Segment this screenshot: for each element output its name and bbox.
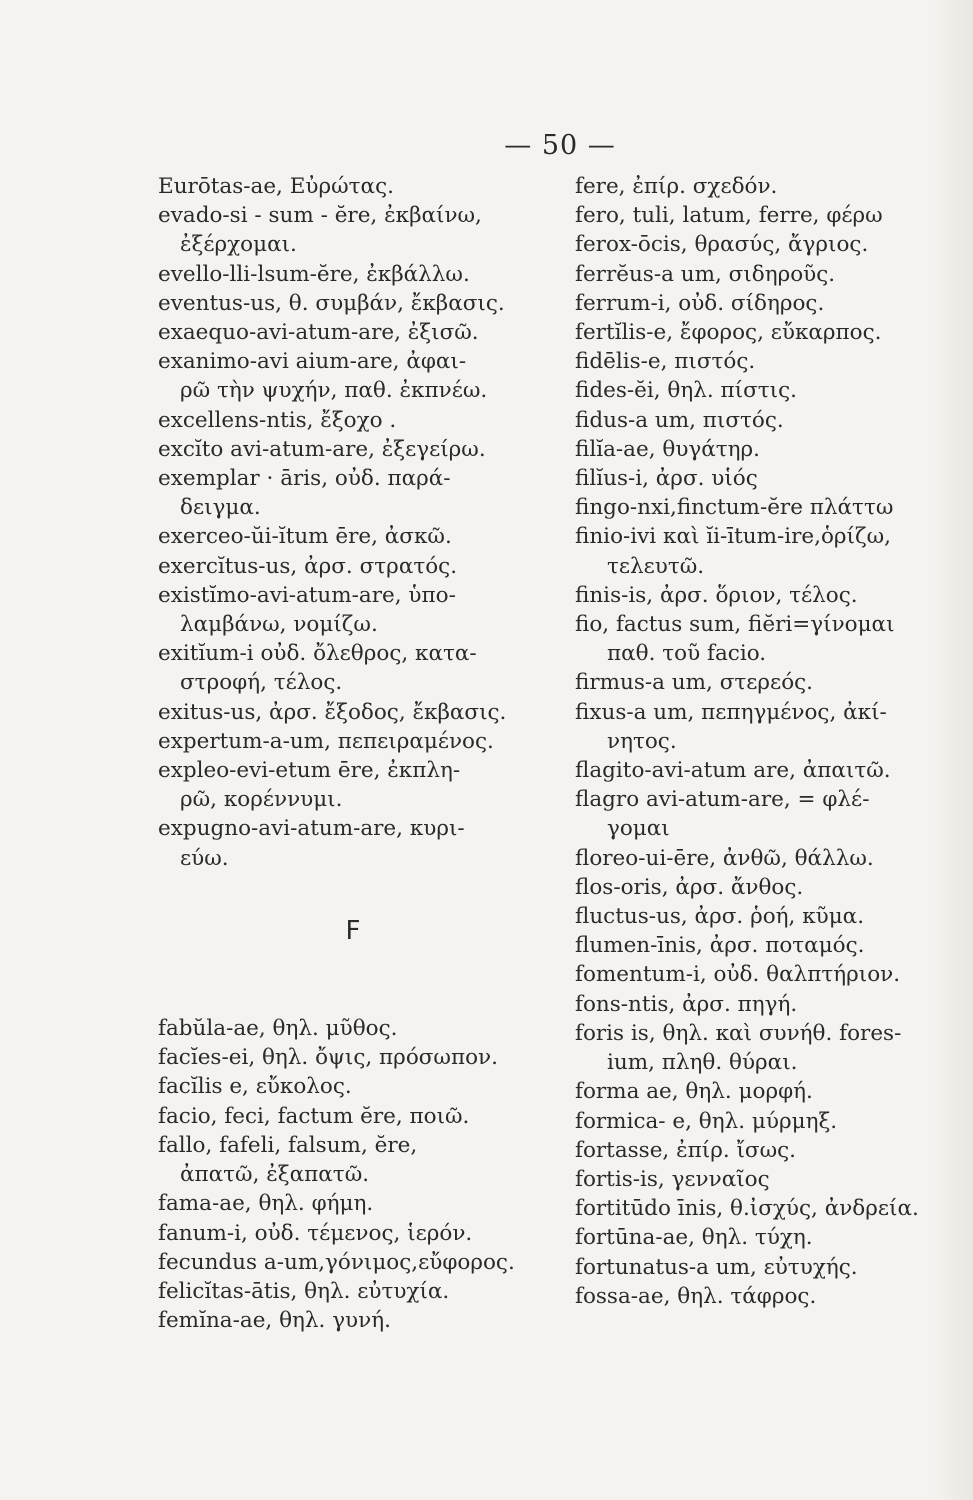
dictionary-entry-line: fingo-nxi,finctum-ĕre πλάττω (575, 495, 894, 521)
dictionary-entry-line: finio-ivi καὶ ĭi-ītum-ire,ὁρίζω, (575, 524, 892, 550)
dictionary-entry-line: λαμβάνω, νομίζω. (180, 612, 378, 638)
dictionary-entry-line: flagito-avi-atum are, ἀπαιτῶ. (575, 758, 891, 784)
dictionary-entry-line: exemplar · āris, οὐδ. παρά- (158, 466, 451, 492)
dictionary-entry-line: ἐξέρχομαι. (180, 232, 297, 258)
dictionary-entry-line: facĭes-ei, θηλ. ὄψις, πρόσωπον. (158, 1045, 498, 1071)
dictionary-entry-line: facĭlis e, εὔκολος. (158, 1074, 352, 1100)
dictionary-entry-line: exitĭum-i οὐδ. ὄλεθρος, κατα- (158, 641, 477, 667)
section-heading-letter: F (345, 915, 361, 946)
dictionary-entry-line: facio, feci, factum ĕre, ποιῶ. (158, 1103, 470, 1129)
dictionary-entry-line: expertum-a-um, πεπειραμένος. (158, 728, 494, 754)
dictionary-entry-line: παθ. τοῦ facio. (607, 641, 767, 667)
dictionary-entry-line: fere, ἐπίρ. σχεδόν. (575, 174, 778, 199)
dictionary-entry-line: ferrĕus-a um, σιδηροῦς. (575, 261, 836, 287)
dictionary-entry-line: fortis-is, γενναῖος (575, 1166, 770, 1192)
dictionary-entry-line: finis-is, ἀρσ. ὅριον, τέλος. (575, 582, 858, 608)
dictionary-entry-line: ferox-ōcis, θρασύς, ἄγριος. (575, 232, 869, 258)
dictionary-entry-line: ρῶ τὴν ψυχήν, παθ. ἐκπνέω. (180, 378, 488, 404)
dictionary-entry-line: δειγμα. (180, 495, 261, 521)
dictionary-entry-line: fomentum-i, οὐδ. θαλπτήριον. (575, 962, 901, 988)
dictionary-entry-line: expugno-avi-atum-are, κυρι- (158, 816, 465, 842)
dictionary-entry-line: excellens-ntis, ἔξοχο . (158, 407, 397, 433)
dictionary-entry-line: exercĭtus-us, ἀρσ. στρατός. (158, 553, 458, 579)
dictionary-entry-line: στροφή, τέλος. (180, 670, 343, 696)
dictionary-entry-line: fama-ae, θηλ. φήμη. (158, 1191, 374, 1217)
right-column (575, 172, 973, 1311)
entries-f (158, 1014, 558, 1335)
dictionary-entry-line: fabŭla-ae, θηλ. μῦθος. (158, 1016, 398, 1042)
dictionary-entry-line: ρῶ, κορέννυμι. (180, 787, 343, 813)
dictionary-entry-line: exanimo-avi aium-are, ἀφαι- (158, 349, 467, 375)
dictionary-entry-line: fortunatus-a um, εὐτυχής. (575, 1254, 858, 1280)
dictionary-entry-line: firmus-a um, στερεός. (575, 670, 814, 696)
dictionary-entry-line: fertĭlis-e, ἔφορος, εὔκαρπος. (575, 320, 882, 346)
dictionary-entry-line: exerceo-ŭi-ĭtum ēre, ἀσκῶ. (158, 524, 452, 550)
dictionary-entry-line: filĭus-i, ἀρσ. υἱός (575, 466, 758, 492)
dictionary-entry-line: νητος. (607, 728, 677, 754)
dictionary-entry-line: fons-ntis, ἀρσ. πηγή. (575, 991, 798, 1017)
dictionary-entry-line: fixus-a um, πεπηγμένος, ἀκί- (575, 699, 887, 725)
dictionary-entry-line: fossa-ae, θηλ. τάφρος. (575, 1283, 817, 1309)
dictionary-entry-line: fanum-i, οὐδ. τέμενος, ἱερόν. (158, 1220, 473, 1246)
dictionary-entry-line: filĭa-ae, θυγάτηρ. (575, 436, 761, 462)
dictionary-entry-line: exitus-us, ἀρσ. ἔξοδος, ἔκβασις. (158, 699, 507, 725)
dictionary-entry-line: τελευτῶ. (607, 553, 705, 579)
page-number: — 50 — (504, 130, 616, 161)
dictionary-entry-line: evello-lli-lsum-ĕre, ἐκβάλλω. (158, 261, 470, 287)
dictionary-entry-line: Eurōtas-ae, Εὐρώτας. (158, 174, 394, 199)
dictionary-entry-line: ium, πληθ. θύραι. (607, 1050, 798, 1076)
dictionary-entry-line: femĭna-ae, θηλ. γυνή. (158, 1308, 391, 1334)
dictionary-entry-line: forma ae, θηλ. μορφή. (575, 1079, 813, 1105)
dictionary-entry-line: felicĭtas-ātis, θηλ. εὐτυχία. (158, 1278, 450, 1304)
dictionary-entry-line: fortasse, ἐπίρ. ἴσως. (575, 1137, 797, 1163)
dictionary-entry-line: fero, tuli, latum, ferre, φέρω (575, 203, 883, 229)
dictionary-entry-line: floreo-ui-ēre, ἀνθῶ, θάλλω. (575, 845, 874, 871)
left-column (158, 172, 558, 1335)
dictionary-entry-line: fortūna-ae, θηλ. τύχη. (575, 1225, 813, 1251)
dictionary-entry-line: excĭto avi-atum-are, ἐξεγείρω. (158, 436, 486, 462)
dictionary-entry-line: eventus-us, θ. συμβάν, ἔκβασις. (158, 290, 505, 316)
dictionary-entry-line: fortitūdo īnis, θ.ἰσχύς, ἀνδρεία. (575, 1196, 919, 1222)
dictionary-entry-line: fidus-a um, πιστός. (575, 407, 784, 433)
dictionary-entry-line: existĭmo-avi-atum-are, ὑπο- (158, 582, 456, 608)
dictionary-entry-line: ἀπατῶ, ἐξαπατῶ. (180, 1162, 370, 1188)
entries-e (158, 172, 558, 873)
dictionary-entry-line: γομαι (607, 816, 670, 842)
dictionary-entry-line: εύω. (180, 845, 229, 871)
dictionary-entry-line: flos-oris, ἀρσ. ἄνθος. (575, 874, 804, 900)
dictionary-entry-line: fides-ĕi, θηλ. πίστις. (575, 378, 797, 404)
entries-right (575, 172, 973, 1311)
dictionary-entry-line: fecundus a-um,γόνιμος,εὔφορος. (158, 1249, 515, 1275)
dictionary-entry-line: fidēlis-e, πιστός. (575, 349, 756, 375)
dictionary-entry-line: foris is, θηλ. καὶ συνήθ. fores- (575, 1020, 902, 1046)
dictionary-entry-line: flagro avi-atum-are, = φλέ- (575, 787, 870, 813)
dictionary-entry-line: formica- e, θηλ. μύρμηξ. (575, 1108, 838, 1134)
dictionary-entry-line: fio, factus sum, fiĕri=γίνομαι (575, 612, 895, 638)
dictionary-entry-line: ferrum-i, οὐδ. σίδηρος. (575, 290, 825, 316)
dictionary-entry-line: flumen-īnis, ἀρσ. ποταμός. (575, 933, 865, 959)
dictionary-entry-line: expleo-evi-etum ēre, ἐκπλη- (158, 758, 461, 784)
dictionary-entry-line: fluctus-us, ἀρσ. ῥοή, κῦμα. (575, 904, 865, 930)
dictionary-entry-line: exaequo-avi-atum-are, ἐξισῶ. (158, 320, 479, 346)
dictionary-entry-line: fallo, fafeli, falsum, ĕre, (158, 1132, 418, 1158)
dictionary-entry-line: evado-si - sum - ĕre, ἐκβαίνω, (158, 203, 482, 229)
